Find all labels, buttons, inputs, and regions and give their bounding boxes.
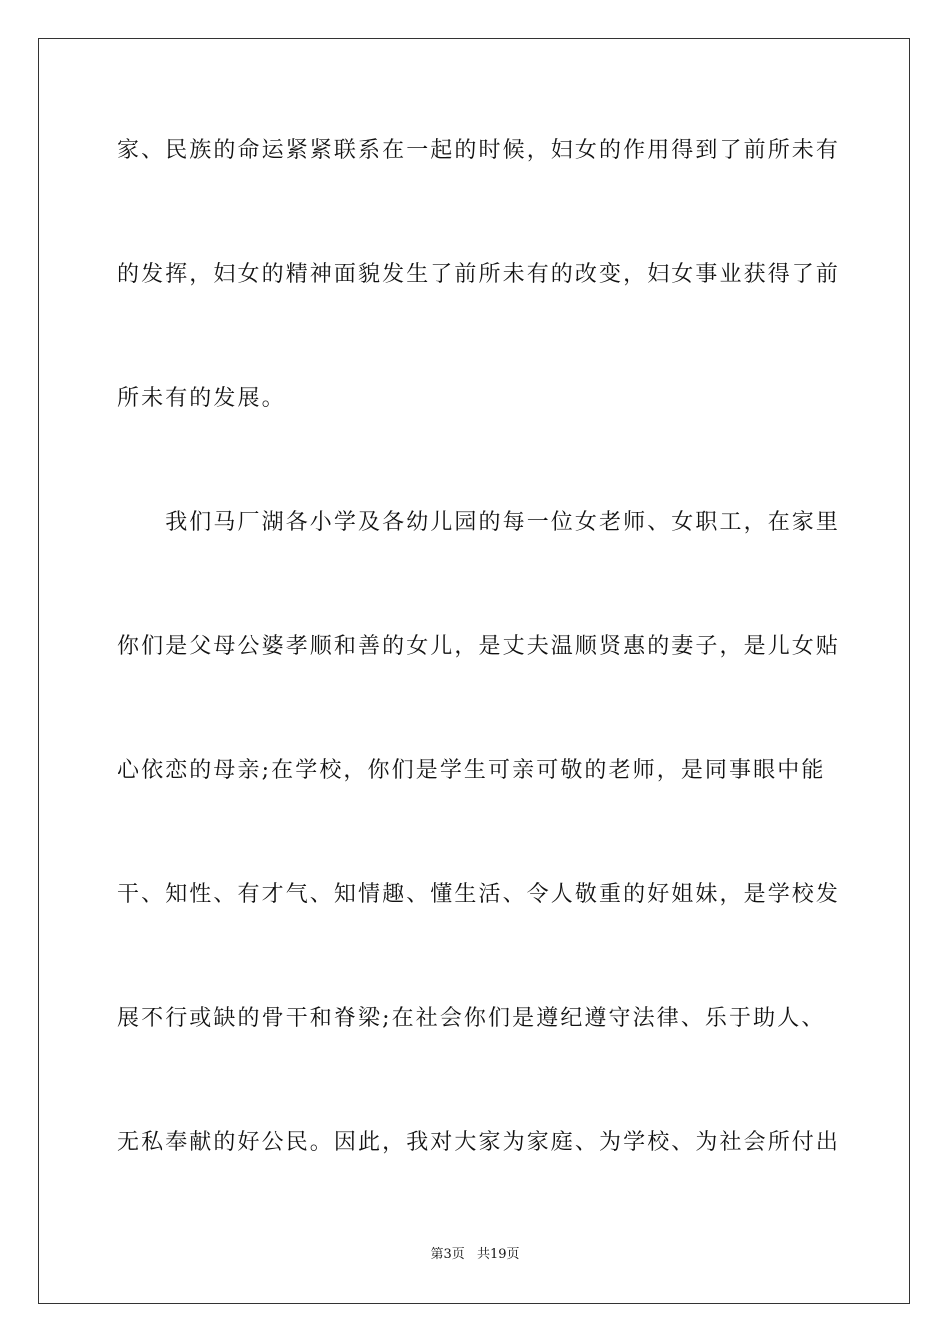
body-line-2: 的发挥，妇女的精神面貌发生了前所未有的改变，妇女事业获得了前: [117, 262, 841, 287]
body-line-8: 展不行或缺的骨干和脊梁;在社会你们是遵纪遵守法律、乐于助人、: [117, 1006, 826, 1031]
total-pages: 共19页: [476, 1247, 520, 1262]
body-line-4: 我们马厂湖各小学及各幼儿园的每一位女老师、女职工，在家里: [117, 510, 841, 535]
body-line-3: 所未有的发展。: [117, 386, 286, 411]
page-number: 第3页: [430, 1247, 465, 1262]
page-footer: [0, 1246, 950, 1264]
body-line-6: 心依恋的母亲;在学校，你们是学生可亲可敬的老师，是同事眼中能: [117, 758, 826, 783]
body-line-7: 干、知性、有才气、知情趣、懂生活、令人敬重的好姐妹，是学校发: [117, 882, 841, 907]
body-line-5: 你们是父母公婆孝顺和善的女儿，是丈夫温顺贤惠的妻子，是儿女贴: [117, 634, 841, 659]
body-line-9: 无私奉献的好公民。因此，我对大家为家庭、为学校、为社会所付出: [117, 1130, 841, 1155]
body-line-1: 家、民族的命运紧紧联系在一起的时候，妇女的作用得到了前所未有: [117, 138, 841, 163]
page-border: [38, 38, 910, 1304]
